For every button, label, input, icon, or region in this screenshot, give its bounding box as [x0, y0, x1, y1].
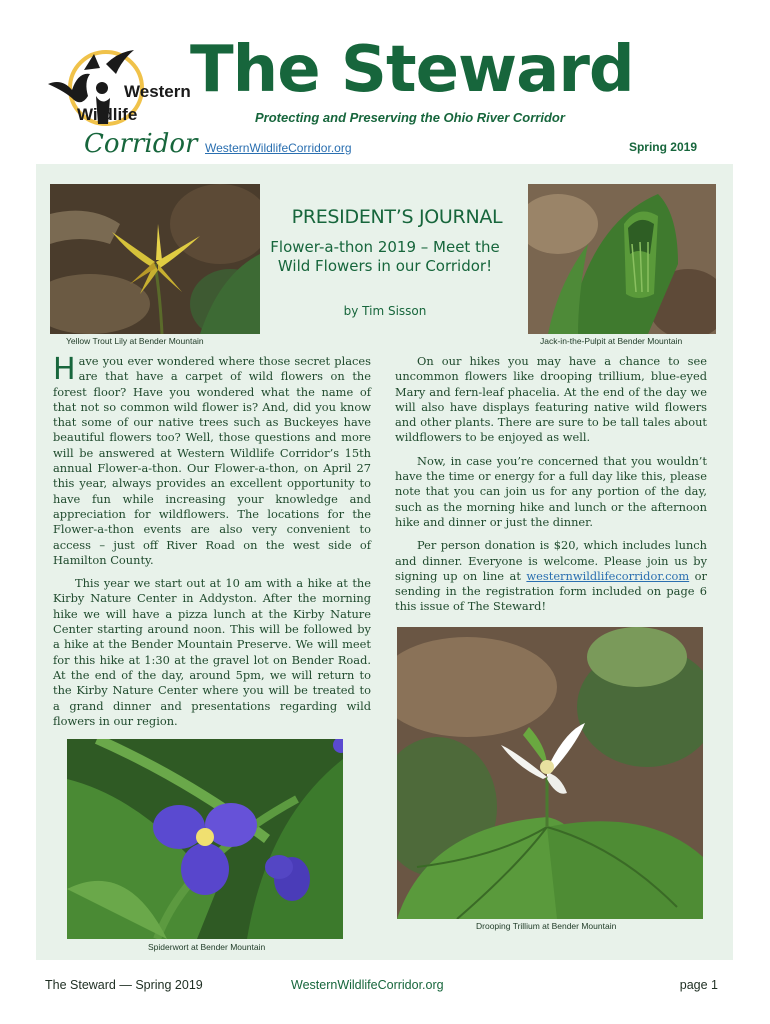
right-paragraph-2: Now, in case you’re concerned that you wouldn’t have the time or energy for a full day like this, please note that you can join us for any portion of the day, such as the morning hike and lunch or the afternoon hike and dinner or just the dinner. [395, 453, 707, 529]
photo-spiderwort [67, 739, 343, 939]
footer-website-link[interactable]: WesternWildlifeCorridor.org [291, 978, 444, 992]
left-paragraph-2: This year we start out at 10 am with a hike at the Kirby Nature Center in Addyston. After the morning hike we will have a pizza lunch at the Kirby Nature Center starting around noon. This will be followed by a hike at the Bender Mountain Preserve. We will meet for this hike at 1:30 at the gravel lot on Bender Road. At the end of the day, around 5pm, we will return to the Kirby Nature Center where you will be treated to a grand dinner and presentations regarding wild flowers in our region. [53, 576, 371, 728]
page-number: page 1 [679, 978, 718, 992]
svg-text:Wildlife: Wildlife [77, 105, 138, 124]
drop-cap: H [53, 352, 76, 387]
section-heading: PRESIDENT’S JOURNAL [291, 206, 503, 228]
right-paragraph-1: On our hikes you may have a chance to see uncommon flowers like drooping trillium, blue-eyed Mary and fern-leaf phacelia. At the end of the day we will also have displays featuring native wild flowers and other plants. There are sure to be tall tales about wildflowers to be enjoyed as well. [395, 354, 707, 445]
website-link[interactable]: WesternWildlifeCorridor.org [205, 141, 352, 155]
svg-text:Corridor: Corridor [84, 129, 198, 159]
issue-season: Spring 2019 [628, 140, 697, 154]
photo-jack-in-the-pulpit [528, 184, 716, 334]
caption-spiderwort: Spiderwort at Bender Mountain [148, 942, 266, 952]
photo-trillium [397, 627, 703, 919]
caption-trillium: Drooping Trillium at Bender Mountain [476, 921, 617, 931]
registration-link[interactable]: westernwildlifecorridor.com [526, 568, 690, 583]
left-column [53, 354, 371, 729]
bird-silhouette-icon [48, 74, 90, 102]
right-paragraph-3: Per person donation is $20, which includes lunch and dinner. Everyone is welcome. Please join us by signing up on line at westernwildlifecorridor.com or sending in the registration form included on page 6 this issue of The Steward! [395, 538, 707, 614]
left-paragraph-1: Have you ever wondered where those secret places are that have a carpet of wild flowers on the forest floor? Have you wondered what the name of that not so common wild flower is? And, did you know that some of our native trees such as Buckeyes have beautiful flowers too? Well, those questions and more will be answered at Western Wildlife Corridor’s 15th annual Flower-a-thon. Our Flower-a-thon, on April 27 this year, always provides an excellent opportunity to have fun while increasing your knowledge and appreciation for wildflowers. The locations for the Flower-a-thon events are also very convenient to access – just off River Road on the west side of Hamilton County. [53, 352, 371, 567]
masthead-title: The Steward [190, 33, 634, 107]
logo [44, 44, 199, 160]
byline: by Tim Sisson [343, 304, 427, 318]
article-subtitle: Flower-a-thon 2019 – Meet the Wild Flowers in our Corridor! [270, 238, 500, 275]
caption-jack-in-the-pulpit: Jack-in-the-Pulpit at Bender Mountain [540, 336, 683, 346]
photo-trout-lily [50, 184, 260, 334]
tagline: Protecting and Preserving the Ohio River Corridor [255, 110, 565, 125]
svg-text:Western: Western [124, 82, 191, 101]
caption-trout-lily: Yellow Trout Lily at Bender Mountain [66, 336, 204, 346]
right-column [395, 354, 707, 615]
footer-issue: The Steward — Spring 2019 [45, 978, 203, 992]
